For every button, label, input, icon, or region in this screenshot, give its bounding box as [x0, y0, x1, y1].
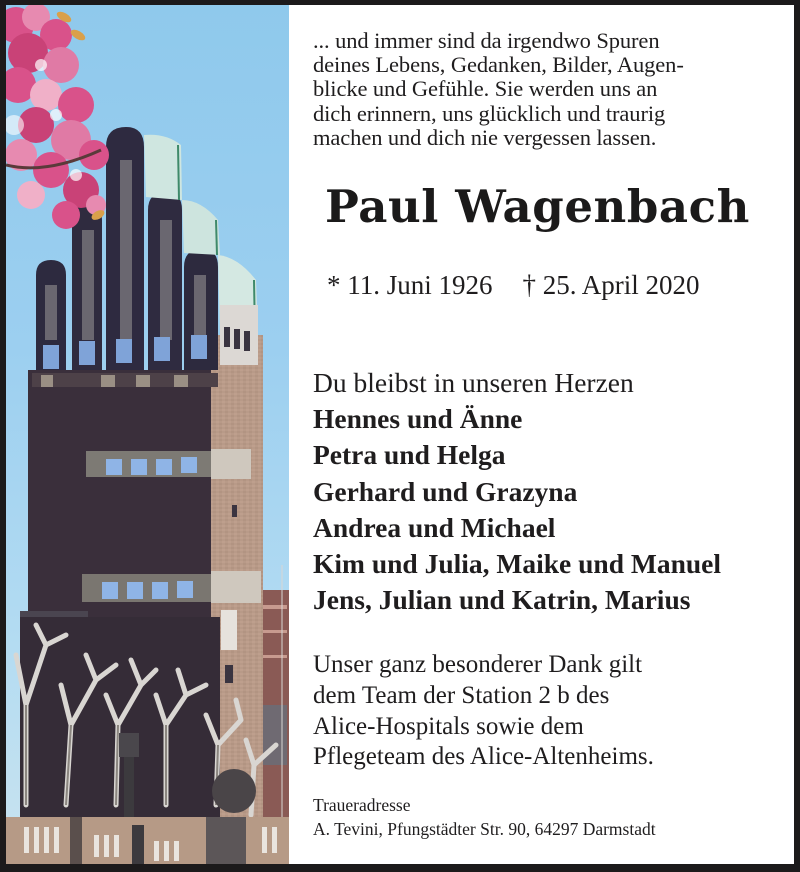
mourning-address: [313, 793, 656, 841]
deceased-name: Paul Wagenbach: [325, 180, 751, 233]
verse-line: ... und immer sind da irgendwo Spuren: [313, 28, 660, 53]
birth-date: * 11. Juni 1926: [327, 270, 493, 300]
thanks-line: Pflegeteam des Alice-Altenheims.: [313, 743, 654, 771]
wedding-tower-illustration: [6, 5, 289, 864]
mourner-family: Gerhard und Grazyna: [313, 475, 578, 507]
address-label: Traueradresse: [313, 795, 411, 815]
verse-line: blicke und Gefühle. Sie werden uns an: [313, 76, 658, 102]
thanks-line: Alice-Hospitals sowie dem: [313, 712, 584, 740]
verse-line: machen und dich nie vergessen lassen.: [313, 124, 657, 150]
verse-line: deines Lebens, Gedanken, Bilder, Augen-: [313, 52, 684, 78]
memorial-verse: [313, 29, 684, 150]
mourner-family: Jens, Julian und Katrin, Marius: [313, 584, 691, 616]
death-date: † 25. April 2020: [522, 270, 700, 300]
mourner-family: Andrea und Michael: [313, 511, 556, 543]
verse-line: dich erinnern, uns glücklich und traurig: [313, 100, 666, 126]
obituary-notice: [6, 5, 794, 864]
thanks-line: Unser ganz besonderer Dank gilt: [313, 651, 643, 678]
mourners-lead: Du bleibst in unseren Herzen: [313, 367, 634, 398]
obituary-text: [313, 5, 793, 864]
thanks-paragraph: [313, 650, 654, 773]
tower-photo: [6, 5, 289, 864]
mourner-family: Petra und Helga: [313, 439, 506, 471]
mourner-family: Kim und Julia, Maike und Manuel: [313, 548, 722, 580]
life-dates: [327, 268, 700, 302]
mourners-list: [313, 365, 721, 618]
address-line: A. Tevini, Pfungstädter Str. 90, 64297 Darmstadt: [313, 819, 656, 839]
mourner-family: Hennes und Änne: [313, 403, 523, 435]
thanks-line: dem Team der Station 2 b des: [313, 681, 610, 709]
